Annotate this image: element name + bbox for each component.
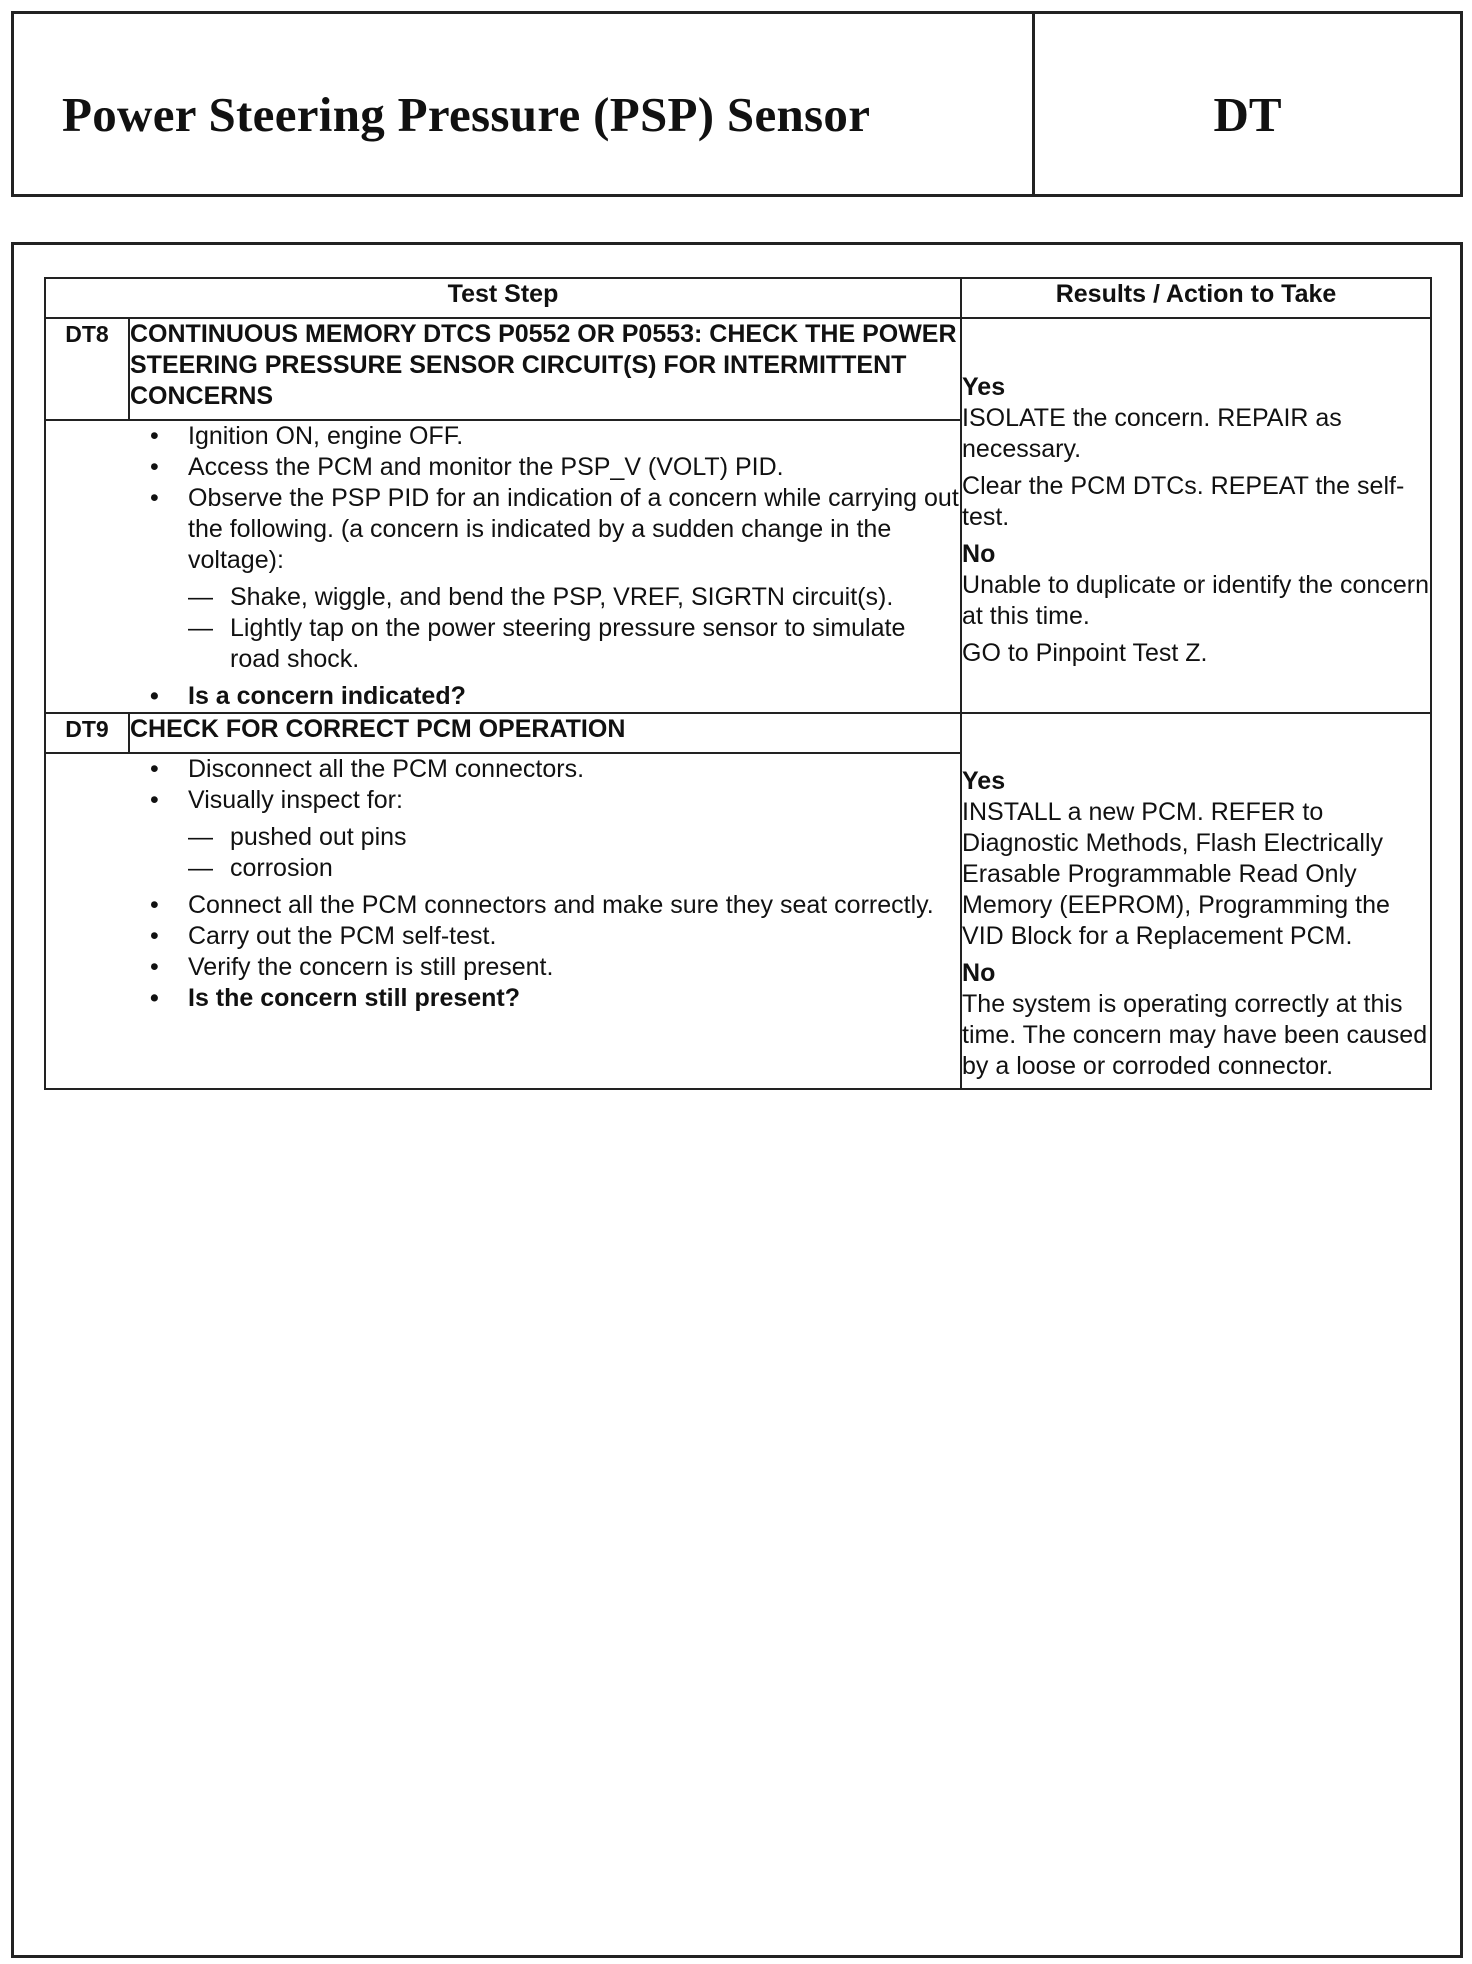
list-item: • Verify the concern is still present. (148, 952, 960, 983)
sub-list (188, 582, 960, 675)
result-yes-text: Clear the PCM DTCs. REPEAT the self-test. (962, 472, 1405, 531)
step-content-dt9 (45, 753, 961, 1089)
list-item-text: Observe the PSP PID for an indication of a concern while carrying out the following. (a concern is indicated by a sudden change in the voltage): (188, 484, 959, 574)
list-item (148, 483, 960, 675)
sub-list (188, 822, 960, 884)
step-id-dt8: DT8 (45, 318, 129, 420)
step-id-dt9: DT9 (45, 713, 129, 753)
step-content-dt8 (45, 420, 961, 713)
step-dt9-heading-row (45, 713, 1431, 753)
list-item: • Ignition ON, engine OFF. (148, 421, 960, 452)
result-no-text: The system is operating correctly at this time. The concern may have been caused by a loose or corroded connector. (962, 990, 1428, 1080)
result-yes-label: Yes (962, 767, 1006, 795)
sub-list-item: — Shake, wiggle, and bend the PSP, VREF, SIGRTN circuit(s). (188, 582, 960, 613)
list-item-text: Visually inspect for: (188, 786, 403, 814)
result-no-text: Unable to duplicate or identify the concern at this time. (962, 571, 1429, 630)
step-question: • Is the concern still present? (148, 983, 960, 1014)
list-item: • Disconnect all the PCM connectors. (148, 754, 960, 785)
result-no-text: GO to Pinpoint Test Z. (962, 639, 1208, 667)
column-header-results: Results / Action to Take (961, 278, 1431, 318)
sub-list-item: — corrosion (188, 853, 960, 884)
instruction-list (148, 421, 960, 712)
step-question: • Is a concern indicated? (148, 681, 960, 712)
list-item: • Connect all the PCM connectors and make sure they seat correctly. (148, 890, 960, 921)
sub-list-item: — pushed out pins (188, 822, 960, 853)
test-step-table (44, 277, 1432, 1090)
result-no-label: No (962, 959, 996, 987)
list-item (148, 785, 960, 884)
step-heading-dt9: CHECK FOR CORRECT PCM OPERATION (129, 713, 961, 753)
step-heading-dt8: CONTINUOUS MEMORY DTCS P0552 OR P0553: CHECK THE POWER STEERING PRESSURE SENSOR CIRCUIT(S) FOR INTERMITTENT CONCERNS (129, 318, 961, 420)
instruction-list (148, 754, 960, 1014)
list-item: • Access the PCM and monitor the PSP_V (VOLT) PID. (148, 452, 960, 483)
result-yes-text: INSTALL a new PCM. REFER to Diagnostic Methods, Flash Electrically Erasable Programmable Read Only Memory (EEPROM), Programming the VID Block for a Replacement PCM. (962, 798, 1390, 950)
page-header (11, 11, 1463, 197)
step-dt8-heading-row (45, 318, 1431, 420)
section-code: DT (1213, 87, 1282, 142)
page-title: Power Steering Pressure (PSP) Sensor (62, 87, 871, 142)
column-header-test-step: Test Step (45, 278, 961, 318)
result-no-label: No (962, 540, 996, 568)
results-dt8 (961, 318, 1431, 713)
results-dt9 (961, 713, 1431, 1089)
sub-list-item: — Lightly tap on the power steering pressure sensor to simulate road shock. (188, 613, 960, 675)
table-header-row (45, 278, 1431, 318)
list-item: • Carry out the PCM self-test. (148, 921, 960, 952)
result-yes-label: Yes (962, 373, 1006, 401)
result-yes-text: ISOLATE the concern. REPAIR as necessary. (962, 404, 1342, 463)
